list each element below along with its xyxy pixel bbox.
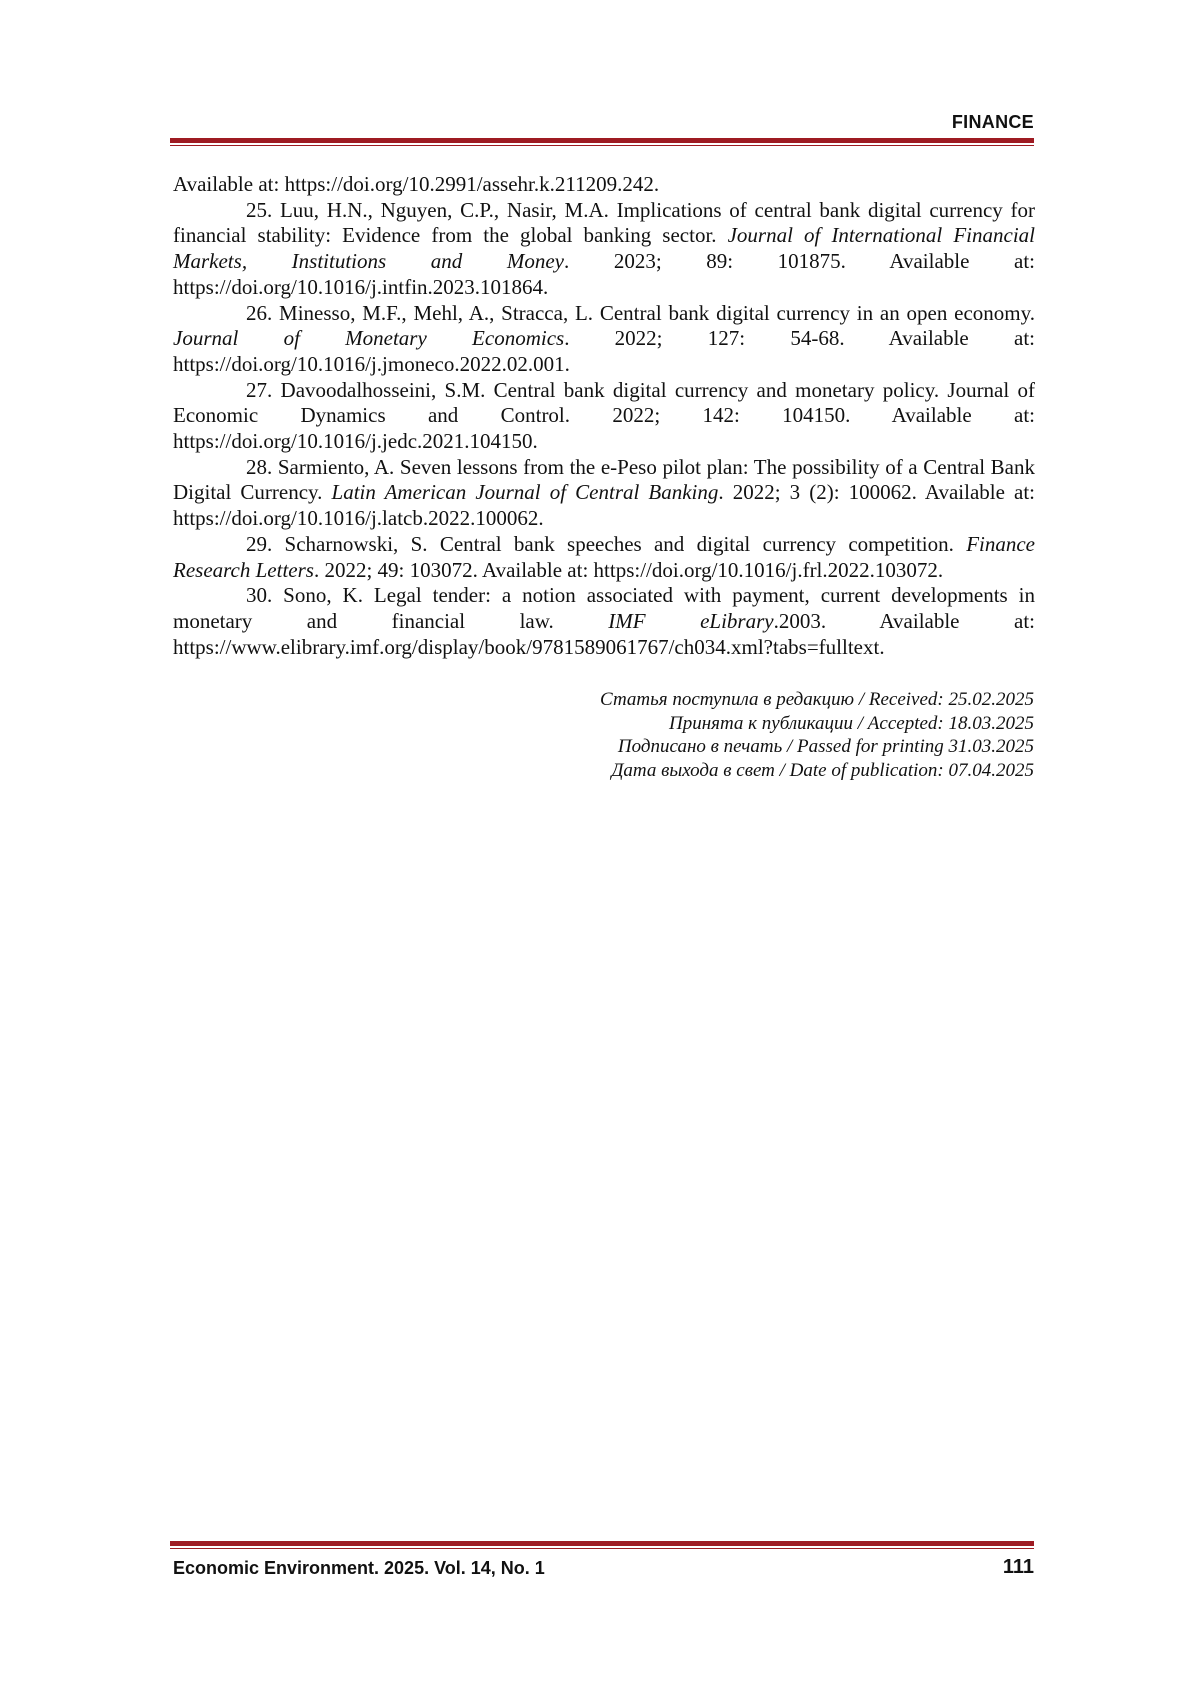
publication-date: Дата выхода в свет / Date of publication: 07.04.2025 xyxy=(611,759,1034,781)
page-number: 111 xyxy=(1002,1556,1034,1578)
article-dates xyxy=(334,688,1034,782)
accepted-date: Принята к публикации / Accepted: 18.03.2025 xyxy=(668,712,1034,734)
reference-list xyxy=(173,172,1035,660)
reference-continuation: Available at: https://doi.org/10.2991/assehr.k.211209.242. xyxy=(173,172,660,196)
reference-29: 29. Scharnowski, S. Central bank speeches and digital currency competition. Finance Research Letters. 2022; 49: 103072. Available at: https://doi.org/10.1016/j.frl.2022.103072. xyxy=(173,531,1035,582)
header-rule xyxy=(170,138,1034,146)
section-label: FINANCE xyxy=(951,112,1034,132)
reference-26: 26. Minesso, M.F., Mehl, A., Stracca, L. Central bank digital currency in an open economy. Journal of Monetary Economics. 2022; 127: 54-68. Available at: https://doi.org/10.1016/j.jmoneco.2022.02.001. xyxy=(173,300,1035,376)
footer-journal: Economic Environment. 2025. Vol. 14, No. 1 xyxy=(173,1558,545,1578)
reference-28: 28. Sarmiento, A. Seven lessons from the e-Peso pilot plan: The possibility of a Central Bank Digital Currency. Latin American Journal of Central Banking. 2022; 3 (2): 100062. Available at: https://doi.org/10.1016/j.latcb.2022.100062. xyxy=(173,454,1035,531)
reference-30: 30. Sono, K. Legal tender: a notion associated with payment, current developments in monetary and financial law. IMF eLibrary.2003. Available at: https://www.elibrary.imf.org/display/book/9781589061767/ch034.xml?tabs=fulltext. xyxy=(173,583,1035,659)
reference-25: 25. Luu, H.N., Nguyen, C.P., Nasir, M.A. Implications of central bank digital currency for financial stability: Evidence from the global banking sector. Journal of International Financial Markets, Institutions and Money. 2023; 89: 101875. Available at: https://doi.org/10.1016/j.intfin.2023.101864. xyxy=(173,197,1035,299)
reference-27: 27. Davoodalhosseini, S.M. Central bank digital currency and monetary policy. Journal of Economic Dynamics and Control. 2022; 142: 104150. Available at: https://doi.org/10.1016/j.jedc.2021.104150. xyxy=(173,377,1035,454)
footer-rule xyxy=(170,1541,1034,1549)
received-date: Статья поступила в редакцию / Received: 25.02.2025 xyxy=(600,689,1034,710)
printing-date: Подписано в печать / Passed for printing 31.03.2025 xyxy=(617,736,1034,757)
